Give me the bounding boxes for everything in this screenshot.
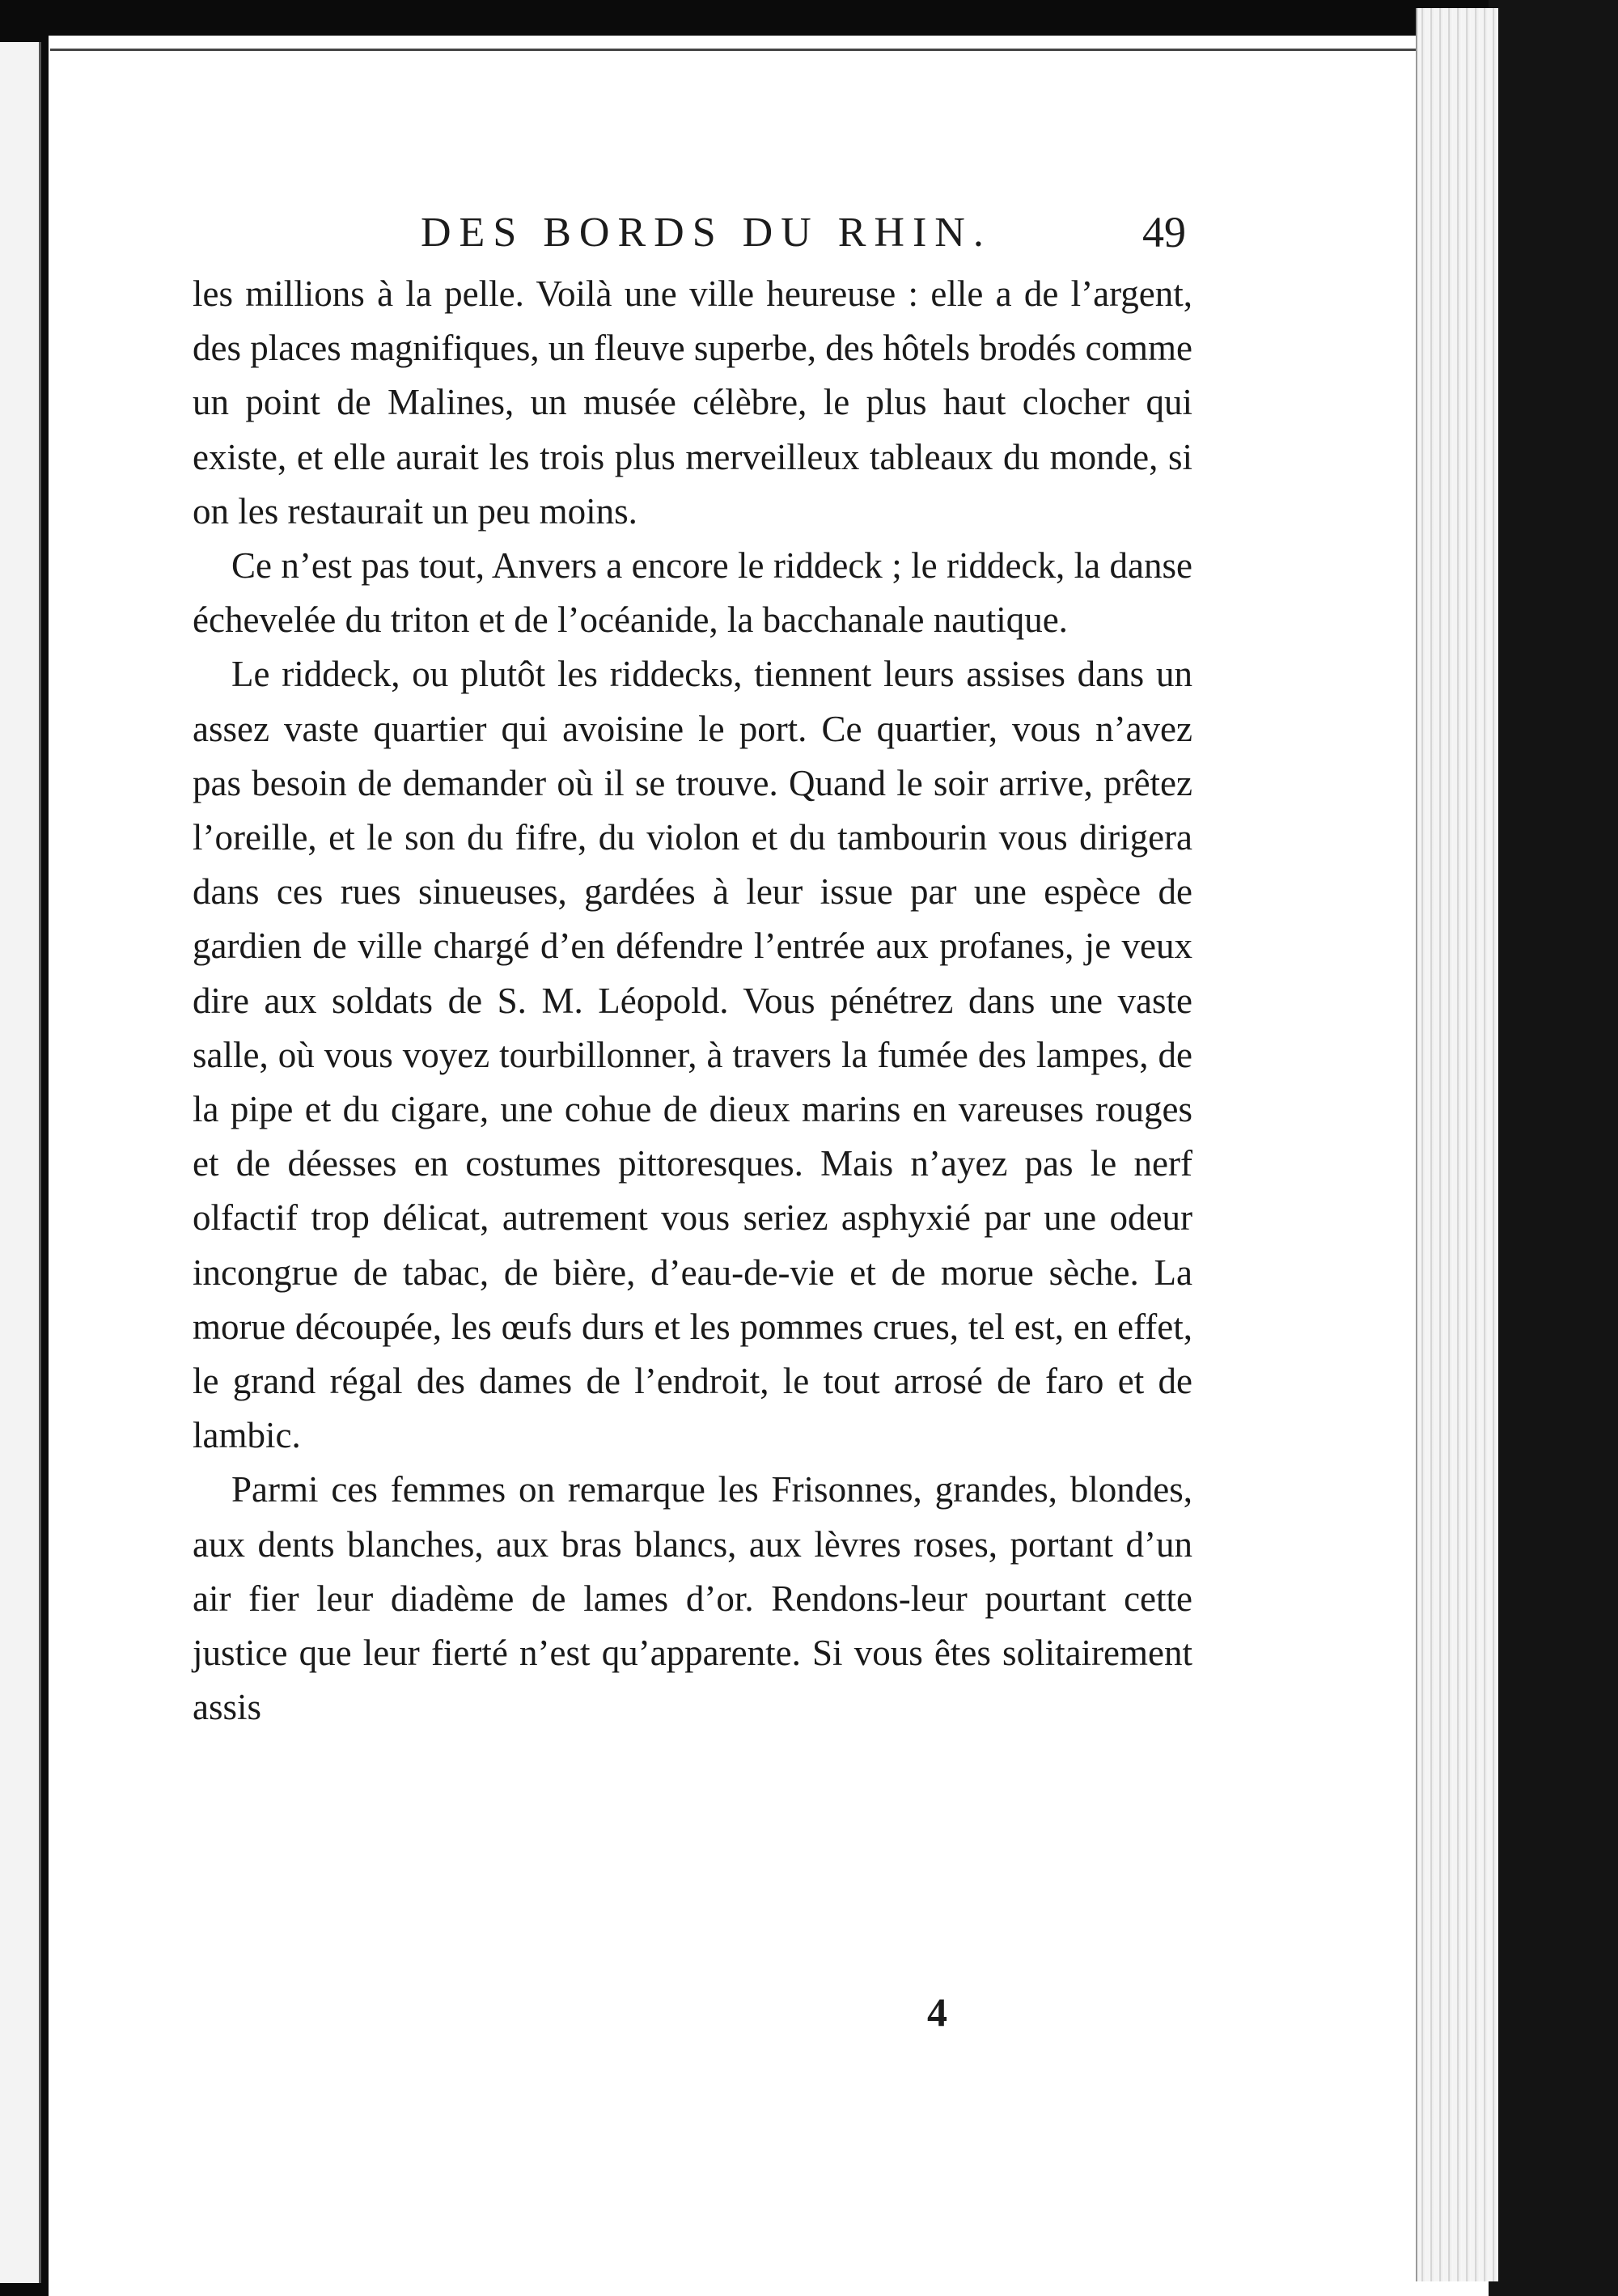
previous-page-edge	[0, 42, 41, 2283]
paragraph: Parmi ces femmes on remarque les Frisonnes, grandes, blondes, aux dents blanches, aux bras blancs, aux lèvres roses, portant d’un air fier leur diadème de lames d’or. Rendons-leur pourtant cette justice que leur fierté n’est qu’apparente. Si vous êtes solitairement assis	[193, 1469, 1192, 1728]
scan-background-top	[0, 0, 1618, 36]
page-number: 49	[1142, 208, 1186, 256]
paragraph-continued: les millions à la pelle. Voilà une ville heureuse : elle a de l’argent, des places magnifiques, un fleuve superbe, des hôtels brodés comme un point de Malines, un musée célèbre, le plus haut clocher qui existe, et elle aurait les trois plus merveilleux tableaux du monde, si on les restaurait un peu moins.	[193, 273, 1192, 532]
running-head: DES BORDS DU RHIN.	[421, 210, 992, 256]
signature-mark: 4	[927, 1989, 947, 2035]
page-block-edges	[1416, 8, 1498, 2281]
page-body	[193, 267, 1192, 1735]
paragraph: Le riddeck, ou plutôt les riddecks, tiennent leurs assises dans un assez vaste quartier qui avoisine le port. Ce quartier, vous n’avez pas besoin de demander où il se trouve. Quand le soir arrive, prêtez l’oreille, et le son du fifre, du violon et du tambourin vous dirigera dans ces rues sinueuses, gardées à leur issue par une espèce de gardien de ville chargé d’en défendre l’entrée aux profanes, je veux dire aux soldats de S. M. Léopold. Vous pénétrez dans une vaste salle, où vous voyez tourbillonner, à travers la fumée des lampes, de la pipe et du cigare, une cohue de dieux marins en vareuses rouges et de déesses en costumes pittoresques. Mais n’ayez pas le nerf olfactif trop délicat, autrement vous seriez asphyxié par une odeur incongrue de tabac, de bière, d’eau-de-vie et de morue sèche. La morue découpée, les œufs durs et les pommes crues, tel est, en effet, le grand régal des dames de l’endroit, le tout arrosé de faro et de lambic.	[193, 654, 1192, 1456]
scan-background-right	[1489, 0, 1618, 2296]
paragraph: Ce n’est pas tout, Anvers a encore le riddeck ; le riddeck, la danse échevelée du triton et de l’océanide, la bacchanale nautique.	[193, 545, 1192, 641]
